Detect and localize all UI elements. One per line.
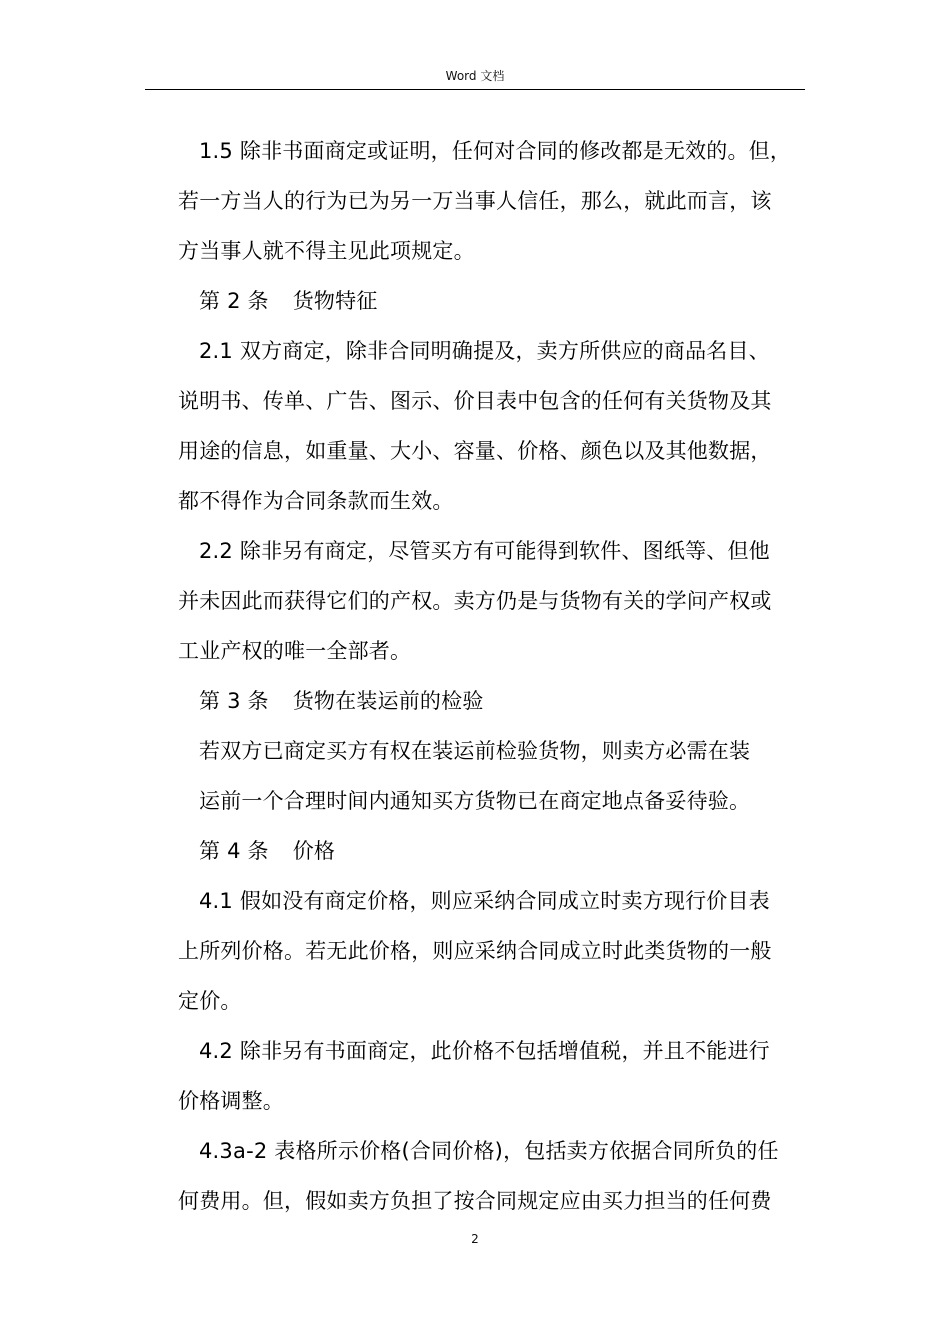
article-heading-3	[178, 676, 808, 726]
paragraph-line: 上所列价格。若无此价格，则应采纳合同成立时此类货物的一般	[178, 939, 772, 963]
paragraph-line: 4.2 除非另有书面商定，此价格不包括增值税，并且不能进行	[199, 1039, 770, 1063]
article-title: 货物特征	[292, 289, 378, 313]
paragraph-line: 方当事人就不得主见此项规定。	[178, 239, 475, 263]
article-heading-4	[178, 826, 808, 876]
paragraph-1-5	[178, 126, 808, 276]
article-heading-2	[178, 276, 808, 326]
paragraph-line: 2.2 除非另有商定，尽管买方有可能得到软件、图纸等、但他	[199, 539, 770, 563]
paragraph-line: 都不得作为合同条款而生效。	[178, 489, 454, 513]
article-title: 价格	[292, 839, 336, 863]
paragraph-line: 价格调整。	[178, 1089, 284, 1113]
page-header	[145, 68, 805, 90]
article-heading-line	[178, 276, 808, 326]
article-number: 第 3 条	[199, 689, 269, 713]
paragraph-line: 何费用。但，假如卖方负担了按合同规定应由买力担当的任何费	[178, 1189, 772, 1213]
paragraph-line: 并未因此而获得它们的产权。卖方仍是与货物有关的学问产权或	[178, 589, 772, 613]
article-heading-line	[178, 826, 808, 876]
paragraph-line: 4.1 假如没有商定价格，则应采纳合同成立时卖方现行价目表	[199, 889, 770, 913]
paragraph-2-1	[178, 326, 808, 526]
article-number: 第 4 条	[199, 839, 269, 863]
paragraph-2-2	[178, 526, 808, 676]
paragraph-line: 若一方当人的行为已为另一万当事人信任，那么，就此而言，该	[178, 189, 772, 213]
page-number: 2	[471, 1232, 479, 1246]
paragraph-line: 2.1 双方商定，除非合同明确提及，卖方所供应的商品名目、	[199, 339, 770, 363]
paragraph-3	[178, 726, 808, 826]
article-title: 货物在装运前的检验	[292, 689, 484, 713]
article-number: 第 2 条	[199, 289, 269, 313]
paragraph-line: 4.3a-2 表格所示价格(合同价格)，包括卖方依据合同所负的任	[199, 1139, 779, 1163]
paragraph-line: 工业产权的唯一全部者。	[178, 639, 412, 663]
header-title: Word 文档	[445, 69, 505, 83]
paragraph-line: 说明书、传单、广告、图示、价目表中包含的任何有关货物及其	[178, 389, 772, 413]
paragraph-line: 运前一个合理时间内通知买方货物已在商定地点备妥待验。	[199, 789, 751, 813]
paragraph-line: 定价。	[178, 989, 242, 1013]
paragraph-line: 1.5 除非书面商定或证明，任何对合同的修改都是无效的。但，	[199, 139, 792, 163]
paragraph-4-3	[178, 1126, 808, 1226]
paragraph-line: 若双方已商定买方有权在装运前检验货物，则卖方必需在装	[199, 739, 751, 763]
paragraph-4-2	[178, 1026, 808, 1126]
paragraph-4-1	[178, 876, 808, 1026]
paragraph-line: 用途的信息，如重量、大小、容量、价格、颜色以及其他数据，	[178, 439, 772, 463]
article-heading-line	[178, 676, 808, 726]
document-body	[178, 126, 808, 1226]
